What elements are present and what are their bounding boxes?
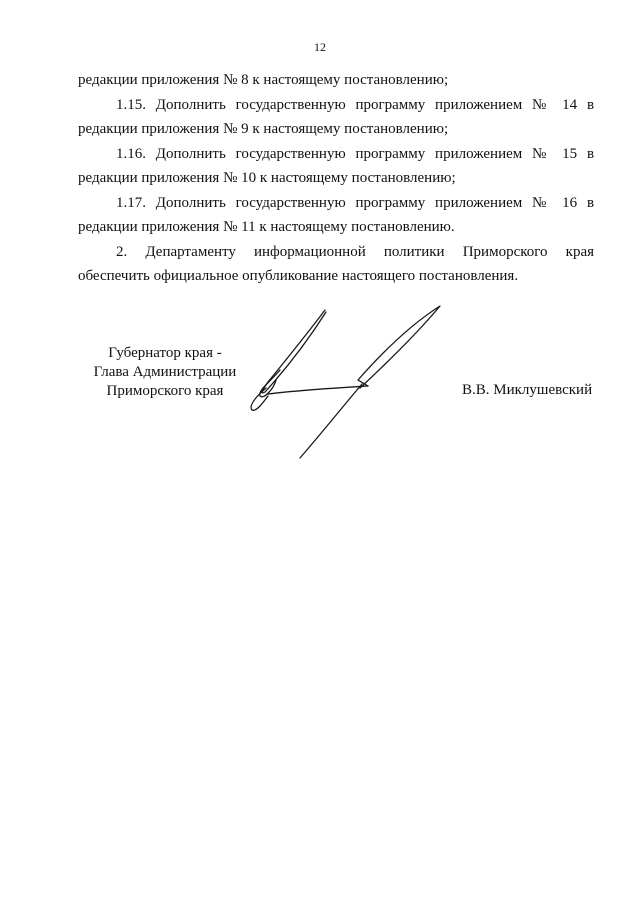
word: государственную <box>235 146 346 162</box>
word: № <box>532 146 553 162</box>
word: № <box>532 97 553 113</box>
paragraph-2-second-line: обеспечить официальное опубликование настоящего постановления. <box>78 268 519 284</box>
paragraph-1-15-first-line <box>116 96 594 114</box>
word: 1.15. <box>116 97 146 113</box>
word: 1.17. <box>116 195 146 211</box>
paragraph-1-16-second-line: редакции приложения № 10 к настоящему постановлению; <box>78 170 456 186</box>
paragraph-1-17-first-line <box>116 194 594 212</box>
text-line-1: редакции приложения № 8 к настоящему постановлению; <box>78 72 449 88</box>
word: программу <box>355 195 426 211</box>
word: № <box>532 195 553 211</box>
handwritten-signature <box>240 300 450 465</box>
word: края <box>565 244 595 260</box>
word: 15 <box>562 146 578 162</box>
signature-stroke <box>300 384 362 458</box>
word: 2. Департаменту <box>116 244 236 260</box>
word: в <box>586 195 595 211</box>
paragraph-2-first-line <box>116 243 594 261</box>
word: Дополнить <box>155 146 226 162</box>
signatory-title-line: Глава Администрации <box>93 364 237 380</box>
paragraph-1-16-first-line <box>116 145 594 163</box>
signatory-title-line: Губернатор края - <box>108 345 222 361</box>
word: 14 <box>562 97 578 113</box>
word: 1.16. <box>116 146 146 162</box>
word: в <box>586 146 595 162</box>
word: государственную <box>235 195 346 211</box>
word: государственную <box>235 97 346 113</box>
word: информационной <box>253 244 366 260</box>
signatory-name: В.В. Миклушевский <box>462 382 593 398</box>
word: Дополнить <box>155 195 226 211</box>
word: программу <box>355 146 426 162</box>
word: приложением <box>435 146 523 162</box>
word: 16 <box>562 195 578 211</box>
signature-stroke <box>358 306 440 388</box>
signature-stroke <box>262 310 326 393</box>
word: Приморского <box>462 244 548 260</box>
word: приложением <box>435 97 523 113</box>
word: политики <box>383 244 445 260</box>
word: Дополнить <box>155 97 226 113</box>
signatory-title-line: Приморского края <box>106 383 224 399</box>
paragraph-1-17-second-line: редакции приложения № 11 к настоящему постановлению. <box>78 219 455 235</box>
word: в <box>586 97 595 113</box>
word: программу <box>355 97 426 113</box>
signature-stroke <box>268 386 368 394</box>
word: приложением <box>435 195 523 211</box>
signatory-title <box>80 344 250 401</box>
page-number: 12 <box>314 40 326 54</box>
paragraph-1-15-second-line: редакции приложения № 9 к настоящему постановлению; <box>78 121 449 137</box>
